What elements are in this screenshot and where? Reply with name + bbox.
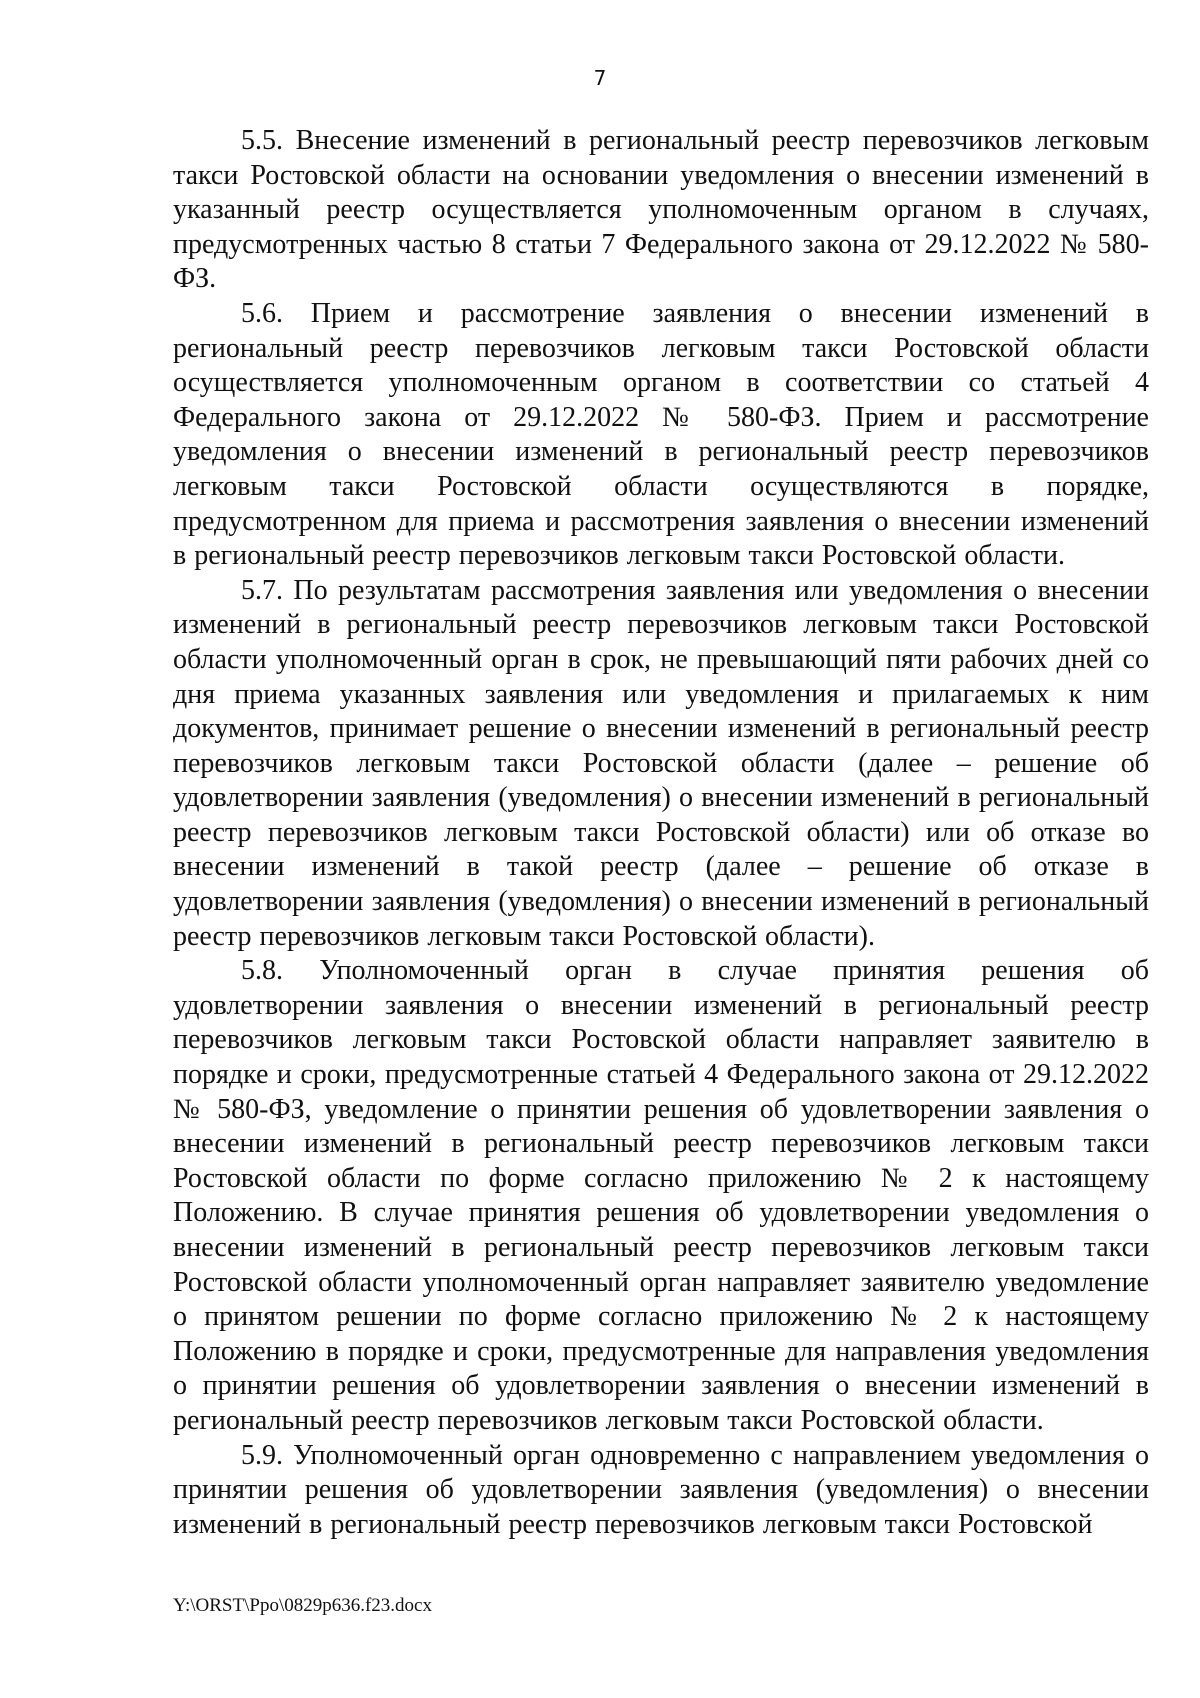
footer-file-path: Y:\ORST\Ppo\0829p636.f23.docx <box>173 1595 432 1616</box>
paragraph-5-8: 5.8. Уполномоченный орган в случае принятия решения об удовлетворении заявления о внесении изменений в региональный реестр перевозчиков легковым такси Ростовской области направляет заявителю в порядке и сроки, предусмотренные статьей 4 Федерального закона от 29.12.2022 № 580-ФЗ, уведомление о принятии решения об удовлетворении заявления о внесении изменений в региональный реестр перевозчиков легковым такси Ростовской области по форме согласно приложению № 2 к настоящему Положению. В случае принятия решения об удовлетворении уведомления о внесении изменений в региональный реестр перевозчиков легковым такси Ростовской области уполномоченный орган направляет заявителю уведомление о принятом решении по форме согласно приложению № 2 к настоящему Положению в порядке и сроки, предусмотренные для направления уведомления о принятии решения об удовлетворении заявления о внесении изменений в региональный реестр перевозчиков легковым такси Ростовской области. <box>173 955 1149 1436</box>
paragraph-5-9: 5.9. Уполномоченный орган одновременно с направлением уведомления о принятии решения об удовлетворении заявления (уведомления) о внесении изменений в региональный реестр перевозчиков легковым такси Ростовской <box>173 1439 1149 1540</box>
paragraph-5-7: 5.7. По результатам рассмотрения заявления или уведомления о внесении изменений в региональный реестр перевозчиков легковым такси Ростовской области уполномоченный орган в срок, не превышающий пяти рабочих дней со дня приема указанных заявления или уведомления и прилагаемых к ним документов, принимает решение о внесении изменений в региональный реестр перевозчиков легковым такси Ростовской области (далее – решение об удовлетворении заявления (уведомления) о внесении изменений в региональный реестр перевозчиков легковым такси Ростовской области) или об отказе во внесении изменений в такой реестр (далее – решение об отказе в удовлетворении заявления (уведомления) о внесении изменений в региональный реестр перевозчиков легковым такси Ростовской области). <box>173 574 1149 952</box>
paragraph-5-5: 5.5. Внесение изменений в региональный реестр перевозчиков легковым такси Ростовской области на основании уведомления о внесении изменений в указанный реестр осуществляется уполномоченным органом в случаях, предусмотренных частью 8 статьи 7 Федерального закона от 29.12.2022 № 580-ФЗ. <box>173 125 1149 295</box>
paragraph-5-6: 5.6. Прием и рассмотрение заявления о внесении изменений в региональный реестр перевозчиков легковым такси Ростовской области осуществляется уполномоченным органом в соответствии со статьей 4 Федерального закона от 29.12.2022 № 580-ФЗ. Прием и рассмотрение уведомления о внесении изменений в региональный реестр перевозчиков легковым такси Ростовской области осуществляются в порядке, предусмотренном для приема и рассмотрения заявления о внесении изменений в региональный реестр перевозчиков легковым такси Ростовской области. <box>173 297 1149 572</box>
document-body <box>173 124 1149 1542</box>
page-number: 7 <box>593 66 607 90</box>
